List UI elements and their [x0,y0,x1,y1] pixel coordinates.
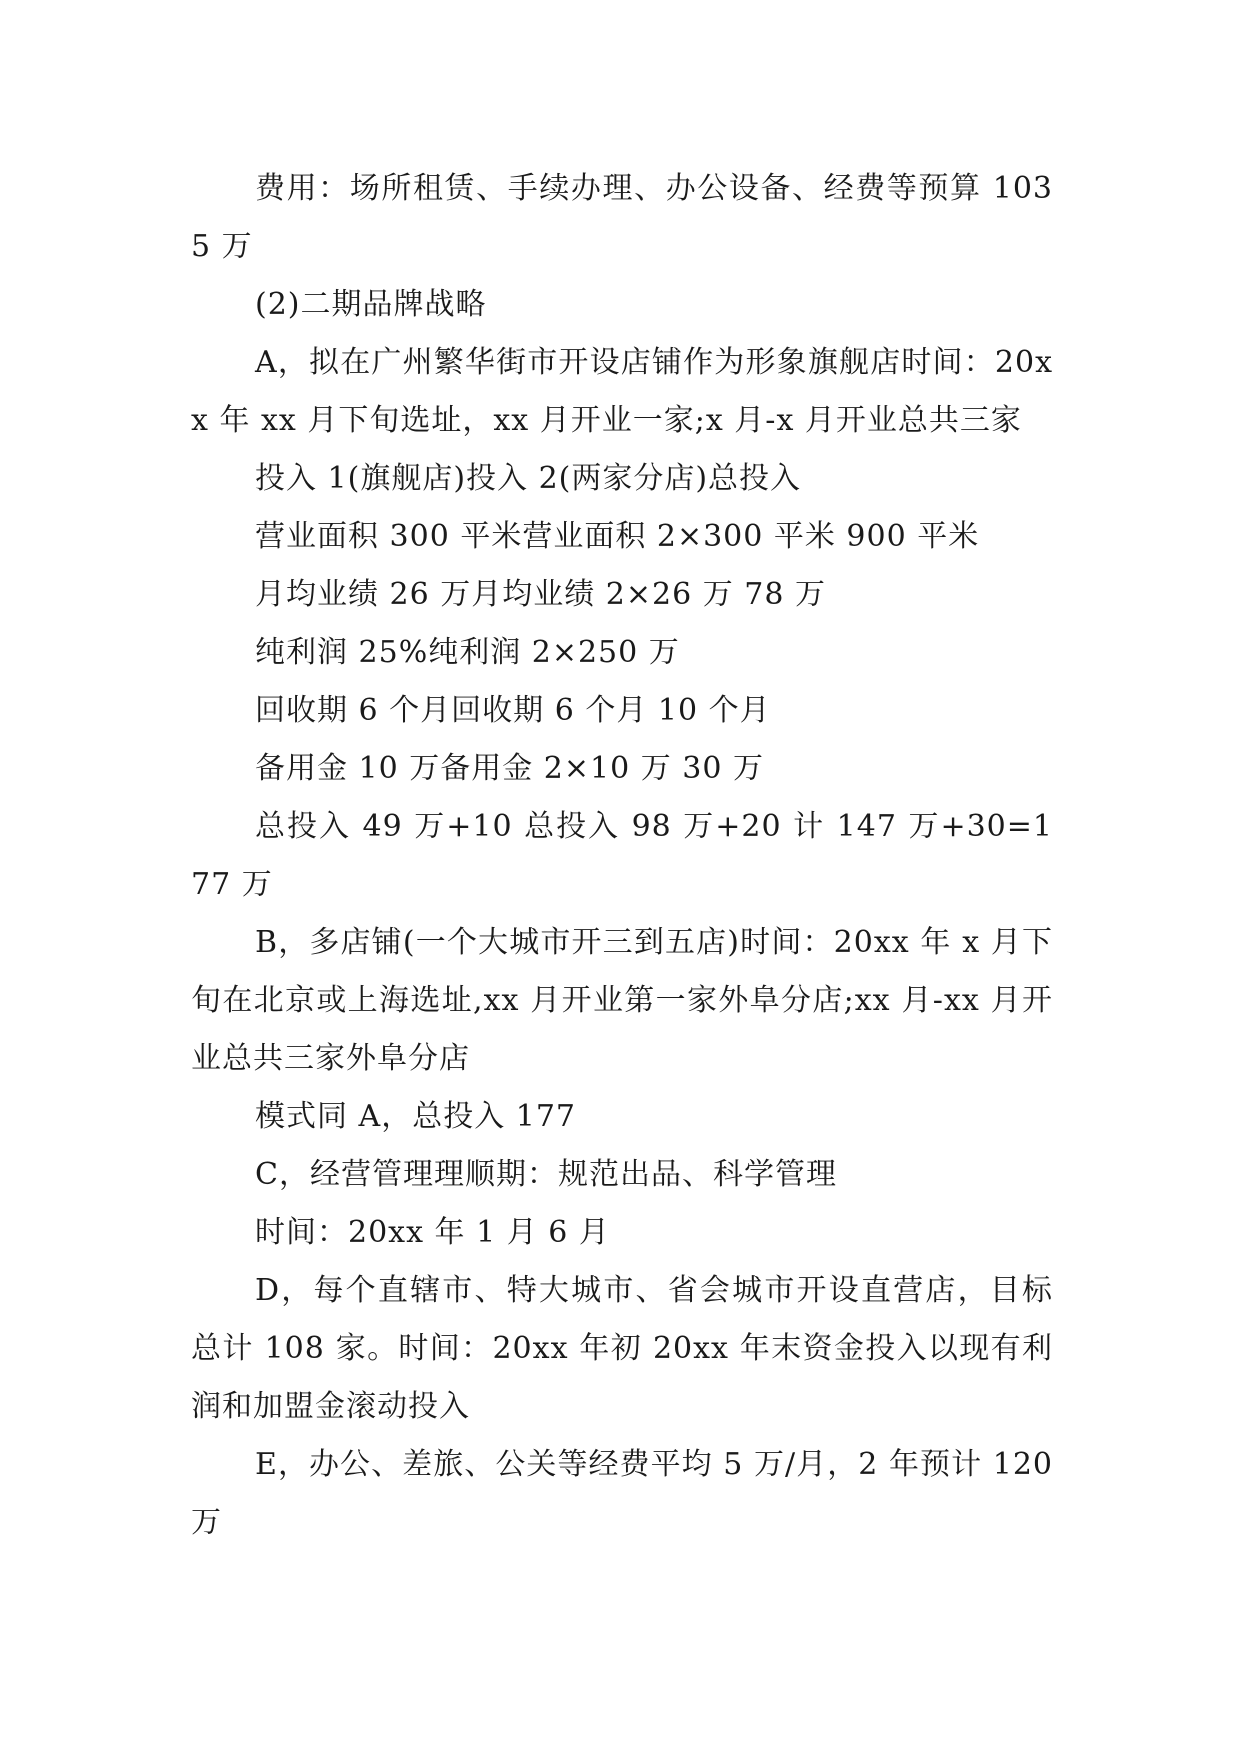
paragraph-monthly-sales: 月均业绩 26 万月均业绩 2×26 万 78 万 [255,577,826,612]
paragraph-plan-c-time: 时间：20xx 年 1 月 6 月 [255,1215,610,1250]
paragraph-plan-e: E，办公、差旅、公关等经费平均 5 万/月，2 年预计 120 万 [191,1447,1053,1540]
paragraph-reserve: 备用金 10 万备用金 2×10 万 30 万 [255,751,764,786]
paragraph-phase2-heading: (2)二期品牌战略 [255,287,487,322]
paragraph-plan-c: C，经营管理理顺期：规范出品、科学管理 [255,1157,837,1192]
paragraph-payback: 回收期 6 个月回收期 6 个月 10 个月 [255,693,771,728]
paragraph-area: 营业面积 300 平米营业面积 2×300 平米 900 平米 [255,519,980,554]
paragraph-investment-header: 投入 1(旗舰店)投入 2(两家分店)总投入 [255,461,802,496]
paragraph-plan-a: A，拟在广州繁华街市开设店铺作为形象旗舰店时间：20xx 年 xx 月下旬选址，xx 月开业一家;x 月-x 月开业总共三家 [191,345,1053,438]
paragraph-mode-same: 模式同 A，总投入 177 [255,1099,576,1134]
paragraph-budget: 费用：场所租赁、手续办理、办公设备、经费等预算 1035 万 [191,171,1053,264]
document-body [191,160,1053,1552]
paragraph-plan-d: D，每个直辖市、特大城市、省会城市开设直营店，目标总计 108 家。时间：20xx 年初 20xx 年末资金投入以现有利润和加盟金滚动投入 [191,1273,1053,1424]
paragraph-total-investment: 总投入 49 万+10 总投入 98 万+20 计 147 万+30=177 万 [191,809,1053,902]
paragraph-plan-b: B，多店铺(一个大城市开三到五店)时间：20xx 年 x 月下旬在北京或上海选址,xx 月开业第一家外阜分店;xx 月-xx 月开业总共三家外阜分店 [191,925,1053,1076]
paragraph-net-profit: 纯利润 25%纯利润 2×250 万 [255,635,680,670]
